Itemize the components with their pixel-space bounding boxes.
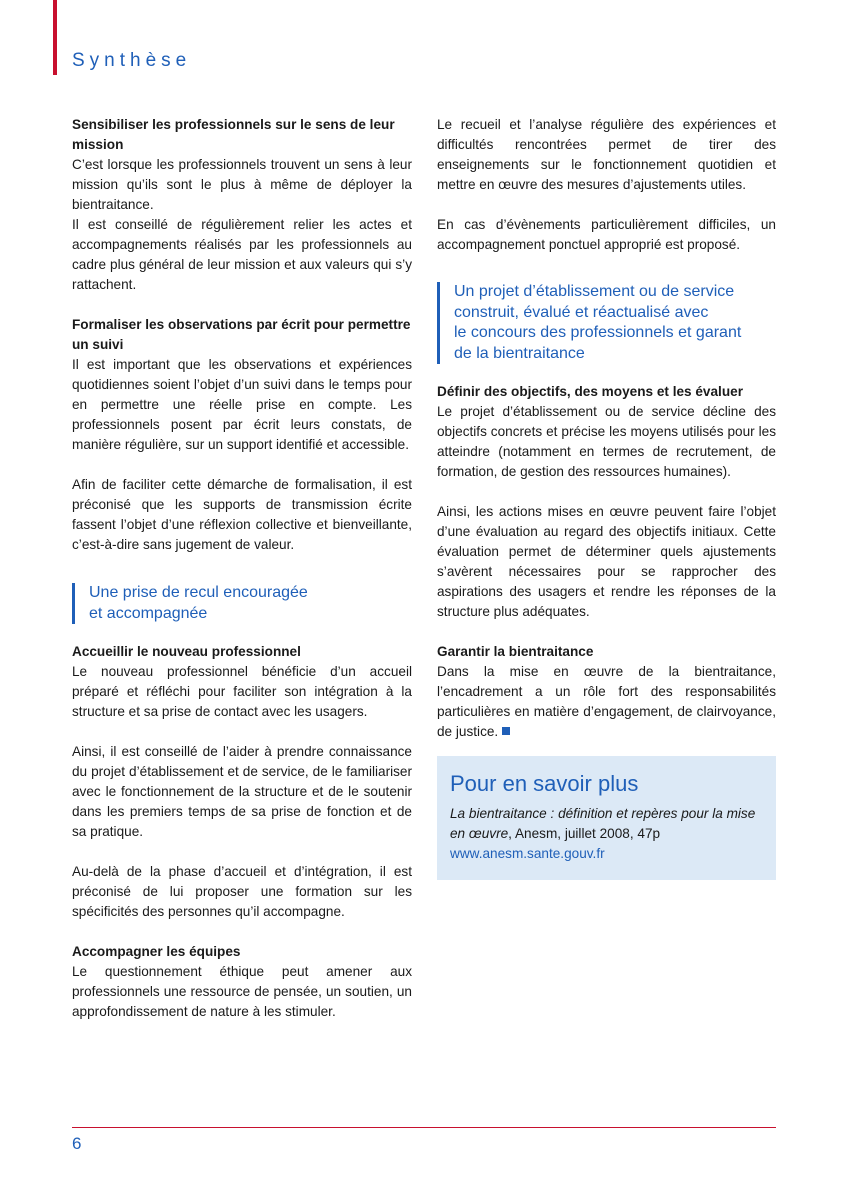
subheading: Accueillir le nouveau professionnel [72, 644, 301, 659]
left-block-accompagner [72, 942, 412, 1022]
paragraph: Le questionnement éthique peut amener aux professionnels une ressource de pensée, un soutien, un approfondissement de nature à les stimuler. [72, 964, 412, 1019]
header-accent-bar [53, 0, 57, 75]
paragraph: C’est lorsque les professionnels trouvent un sens à leur mission qu’ils sont le plus à même de déployer la bientraitance. [72, 157, 412, 212]
reference-citation [450, 804, 762, 844]
left-block-ainsi [72, 742, 412, 842]
paragraph: Afin de faciliter cette démarche de formalisation, il est préconisé que les supports de transmission écrite fassent l’objet d’une réflexion collective et bienveillante, c’est-à-dire sans jugement de valeur. [72, 477, 412, 552]
left-block-accueillir [72, 642, 412, 722]
left-block-au-dela [72, 862, 412, 922]
page-number: 6 [72, 1134, 82, 1153]
paragraph: Ainsi, il est conseillé de l’aider à prendre connaissance du projet d’établissement et de service, de le familiariser avec le fonctionnement de la structure et de le soutenir dans les premiers temps de sa prise de fonction et de sa pratique. [72, 744, 412, 839]
right-block-ainsi [437, 502, 776, 622]
section-heading-line: Un projet d’établissement ou de service [454, 283, 735, 300]
subheading: Accompagner les équipes [72, 944, 241, 959]
left-block-formaliser [72, 315, 412, 455]
left-block-faciliter [72, 475, 412, 555]
section-heading-line: le concours des professionnels et garant [454, 324, 742, 341]
right-column [437, 115, 776, 880]
paragraph: Il est important que les observations et expériences quotidiennes soient l’objet d’un suivi dans le temps pour en permettre une réelle prise en compte. Les professionnels posent par écrit leurs constats, de manière régulière, sur un support identifié et accessible. [72, 357, 412, 452]
subheading: Garantir la bientraitance [437, 644, 594, 659]
right-block-garantir [437, 642, 776, 742]
right-block-evenements [437, 215, 776, 255]
subheading: Définir des objectifs, des moyens et les évaluer [437, 384, 743, 399]
paragraph: Le nouveau professionnel bénéficie d’un accueil préparé et réfléchi pour faciliter son intégration à la structure et sa prise de contact avec les usagers. [72, 664, 412, 719]
right-block-recueil [437, 115, 776, 195]
footer-divider [72, 1127, 776, 1128]
paragraph [437, 662, 776, 742]
section-heading-line: Une prise de recul encouragée [89, 584, 308, 601]
section-heading-projet [437, 282, 776, 364]
section-heading-line: construit, évalué et réactualisé avec [454, 303, 709, 321]
paragraph: En cas d’évènements particulièrement difficiles, un accompagnement ponctuel approprié est proposé. [437, 217, 776, 252]
further-reading-box [437, 756, 776, 880]
paragraph: Il est conseillé de régulièrement relier les actes et accompagnements réalisés par les professionnels au cadre plus général de leur mission et aux valeurs qui s’y rattachent. [72, 217, 412, 292]
right-block-definir [437, 382, 776, 482]
end-square-icon [502, 727, 510, 735]
paragraph: Le recueil et l’analyse régulière des expériences et difficultés rencontrées permet de tirer des enseignements sur le fonctionnement quotidien et mettre en œuvre des mesures d’ajustements utiles. [437, 117, 776, 192]
reference-link[interactable]: www.anesm.sante.gouv.fr [450, 846, 605, 861]
section-heading-line: de la bientraitance [454, 344, 585, 362]
left-block-sensibiliser [72, 115, 412, 295]
reference-source: , Anesm, juillet 2008, 47p [508, 826, 661, 841]
paragraph-text: Dans la mise en œuvre de la bientraitance, l’encadrement a un rôle fort des responsabilités particulières en matière d’engagement, de clairvoyance, de justice. [437, 664, 776, 739]
paragraph: Le projet d’établissement ou de service décline des objectifs concrets et précise les moyens utilisés pour les atteindre (notamment en termes de recrutement, de formation, de gestion des ressources humaines). [437, 404, 776, 479]
further-reading-title: Pour en savoir plus [450, 771, 639, 796]
reference-title: La bientraitance : définition et repères pour la mise en œuvre [450, 806, 756, 841]
subheading: Sensibiliser les professionnels sur le sens de leur mission [72, 117, 395, 152]
left-column [72, 115, 412, 1022]
page-title: Synthèse [72, 50, 192, 71]
paragraph: Au-delà de la phase d’accueil et d’intégration, il est préconisé de lui proposer une formation sur les spécificités des personnes qu’il accompagne. [72, 864, 412, 919]
section-heading-prise-de-recul [72, 583, 412, 624]
section-heading-line: et accompagnée [89, 604, 208, 622]
paragraph: Ainsi, les actions mises en œuvre peuvent faire l’objet d’une évaluation au regard des objectifs initiaux. Cette évaluation permet de déterminer quels ajustements s’avèrent nécessaires pour se rapprocher des aspirations des usagers et rendre les réponses de la structure plus adéquates. [437, 504, 776, 619]
subheading: Formaliser les observations par écrit pour permettre un suivi [72, 317, 411, 352]
